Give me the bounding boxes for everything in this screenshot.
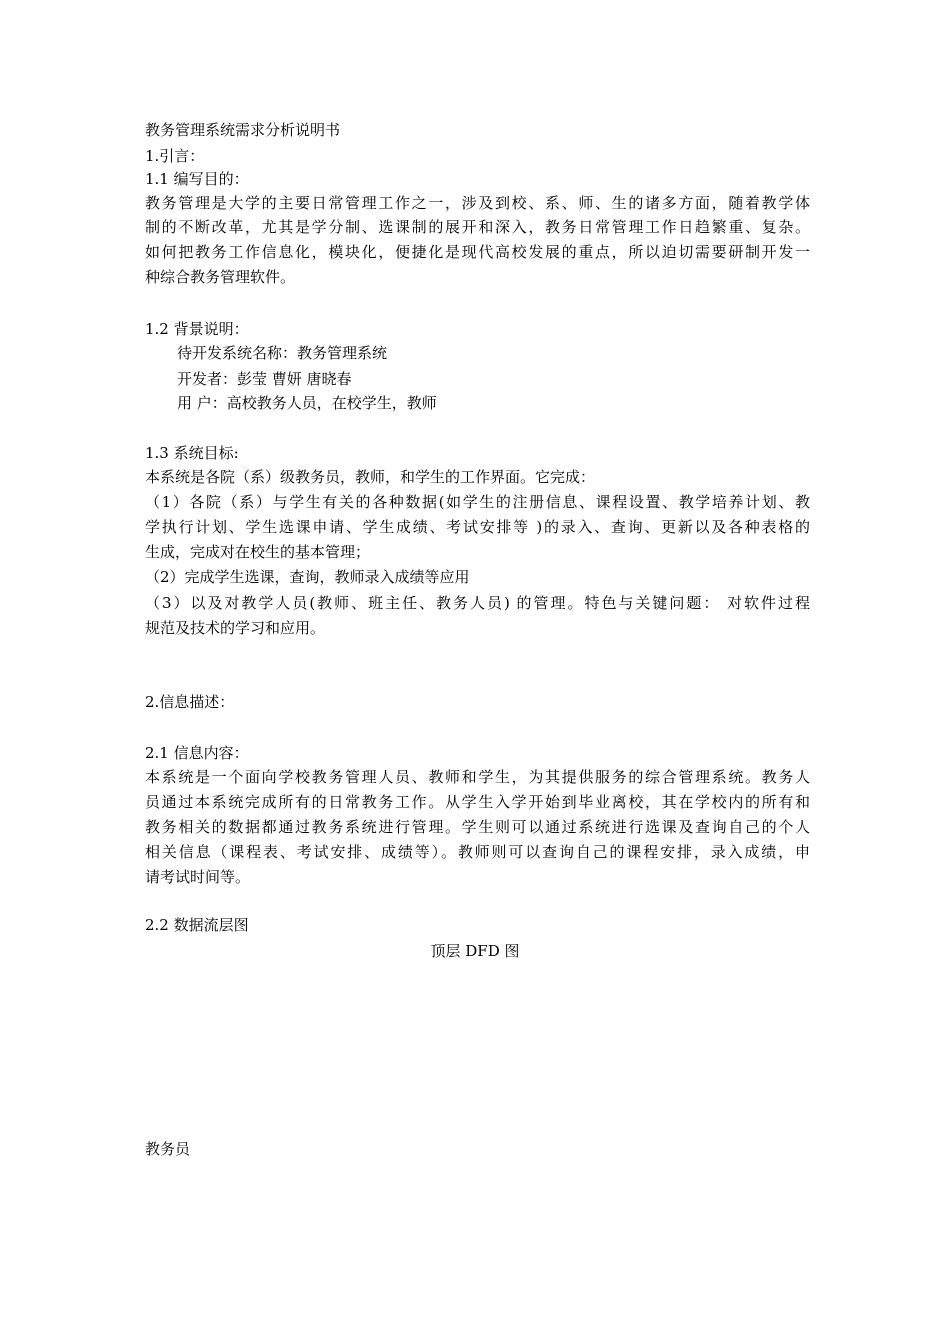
paragraph-line: 教务管理是大学的主要日常管理工作之一，涉及到校、系、师、生的诸多方面，随着教学体 bbox=[145, 194, 810, 212]
section-1-3-heading: 1.3 系统目标: bbox=[145, 444, 239, 462]
paragraph-line: 员通过本系统完成所有的日常教务工作。从学生入学开始到毕业离校，其在学校内的所有和 bbox=[145, 793, 810, 811]
paragraph-line: 相关信息（课程表、考试安排、成绩等）。教师则可以查询自己的课程安排，录入成绩，申 bbox=[145, 843, 810, 861]
background-item-system-name: 待开发系统名称：教务管理系统 bbox=[177, 344, 388, 362]
document-title: 教务管理系统需求分析说明书 bbox=[145, 121, 341, 139]
paragraph-line: 种综合教务管理软件。 bbox=[145, 268, 296, 286]
paragraph-line: 教务相关的数据都通过教务系统进行管理。学生则可以通过系统进行选课及查询自己的个人 bbox=[145, 818, 810, 836]
section-2-1-heading: 2.1 信息内容： bbox=[145, 744, 249, 762]
section-1-1-heading: 1.1 编写目的： bbox=[145, 170, 249, 188]
section-1-2-heading: 1.2 背景说明： bbox=[145, 320, 249, 338]
paragraph-line: 规范及技术的学习和应用。 bbox=[145, 619, 326, 637]
paragraph-line: 生成，完成对在校生的基本管理； bbox=[145, 543, 371, 561]
paragraph-line: 制的不断改革，尤其是学分制、选课制的展开和深入，教务日常管理工作日趋繁重、复杂。 bbox=[145, 218, 810, 236]
paragraph-line: （3）以及对教学人员(教师、班主任、教务人员) 的管理。特色与关键问题： 对软件过程 bbox=[145, 594, 810, 612]
paragraph-line: （2）完成学生选课，查询，教师录入成绩等应用 bbox=[145, 568, 470, 586]
paragraph-line: （1）各院（系）与学生有关的各种数据(如学生的注册信息、课程设置、教学培养计划、教 bbox=[145, 493, 810, 511]
paragraph-line: 本系统是各院（系）级教务员，教师，和学生的工作界面。它完成： bbox=[145, 468, 596, 486]
background-item-users: 用 户：高校教务人员，在校学生，教师 bbox=[177, 394, 437, 412]
paragraph-line: 学执行计划、学生选课申请、学生成绩、考试安排等 )的录入、查询、更新以及各种表格的 bbox=[145, 518, 810, 536]
dfd-caption: 顶层 DFD 图 bbox=[430, 942, 520, 960]
paragraph-line: 如何把教务工作信息化，模块化，便捷化是现代高校发展的重点，所以迫切需要研制开发一 bbox=[145, 243, 810, 261]
section-2-heading: 2.信息描述： bbox=[145, 693, 235, 711]
background-item-developers: 开发者：彭莹 曹妍 唐晓春 bbox=[177, 370, 352, 388]
dfd-label-clerk: 教务员 bbox=[145, 1140, 191, 1158]
section-2-2-heading: 2.2 数据流层图 bbox=[145, 916, 249, 934]
paragraph-line: 请考试时间等。 bbox=[145, 868, 251, 886]
section-1-heading: 1.引言： bbox=[145, 147, 205, 165]
paragraph-line: 本系统是一个面向学校教务管理人员、教师和学生，为其提供服务的综合管理系统。教务人 bbox=[145, 768, 810, 786]
